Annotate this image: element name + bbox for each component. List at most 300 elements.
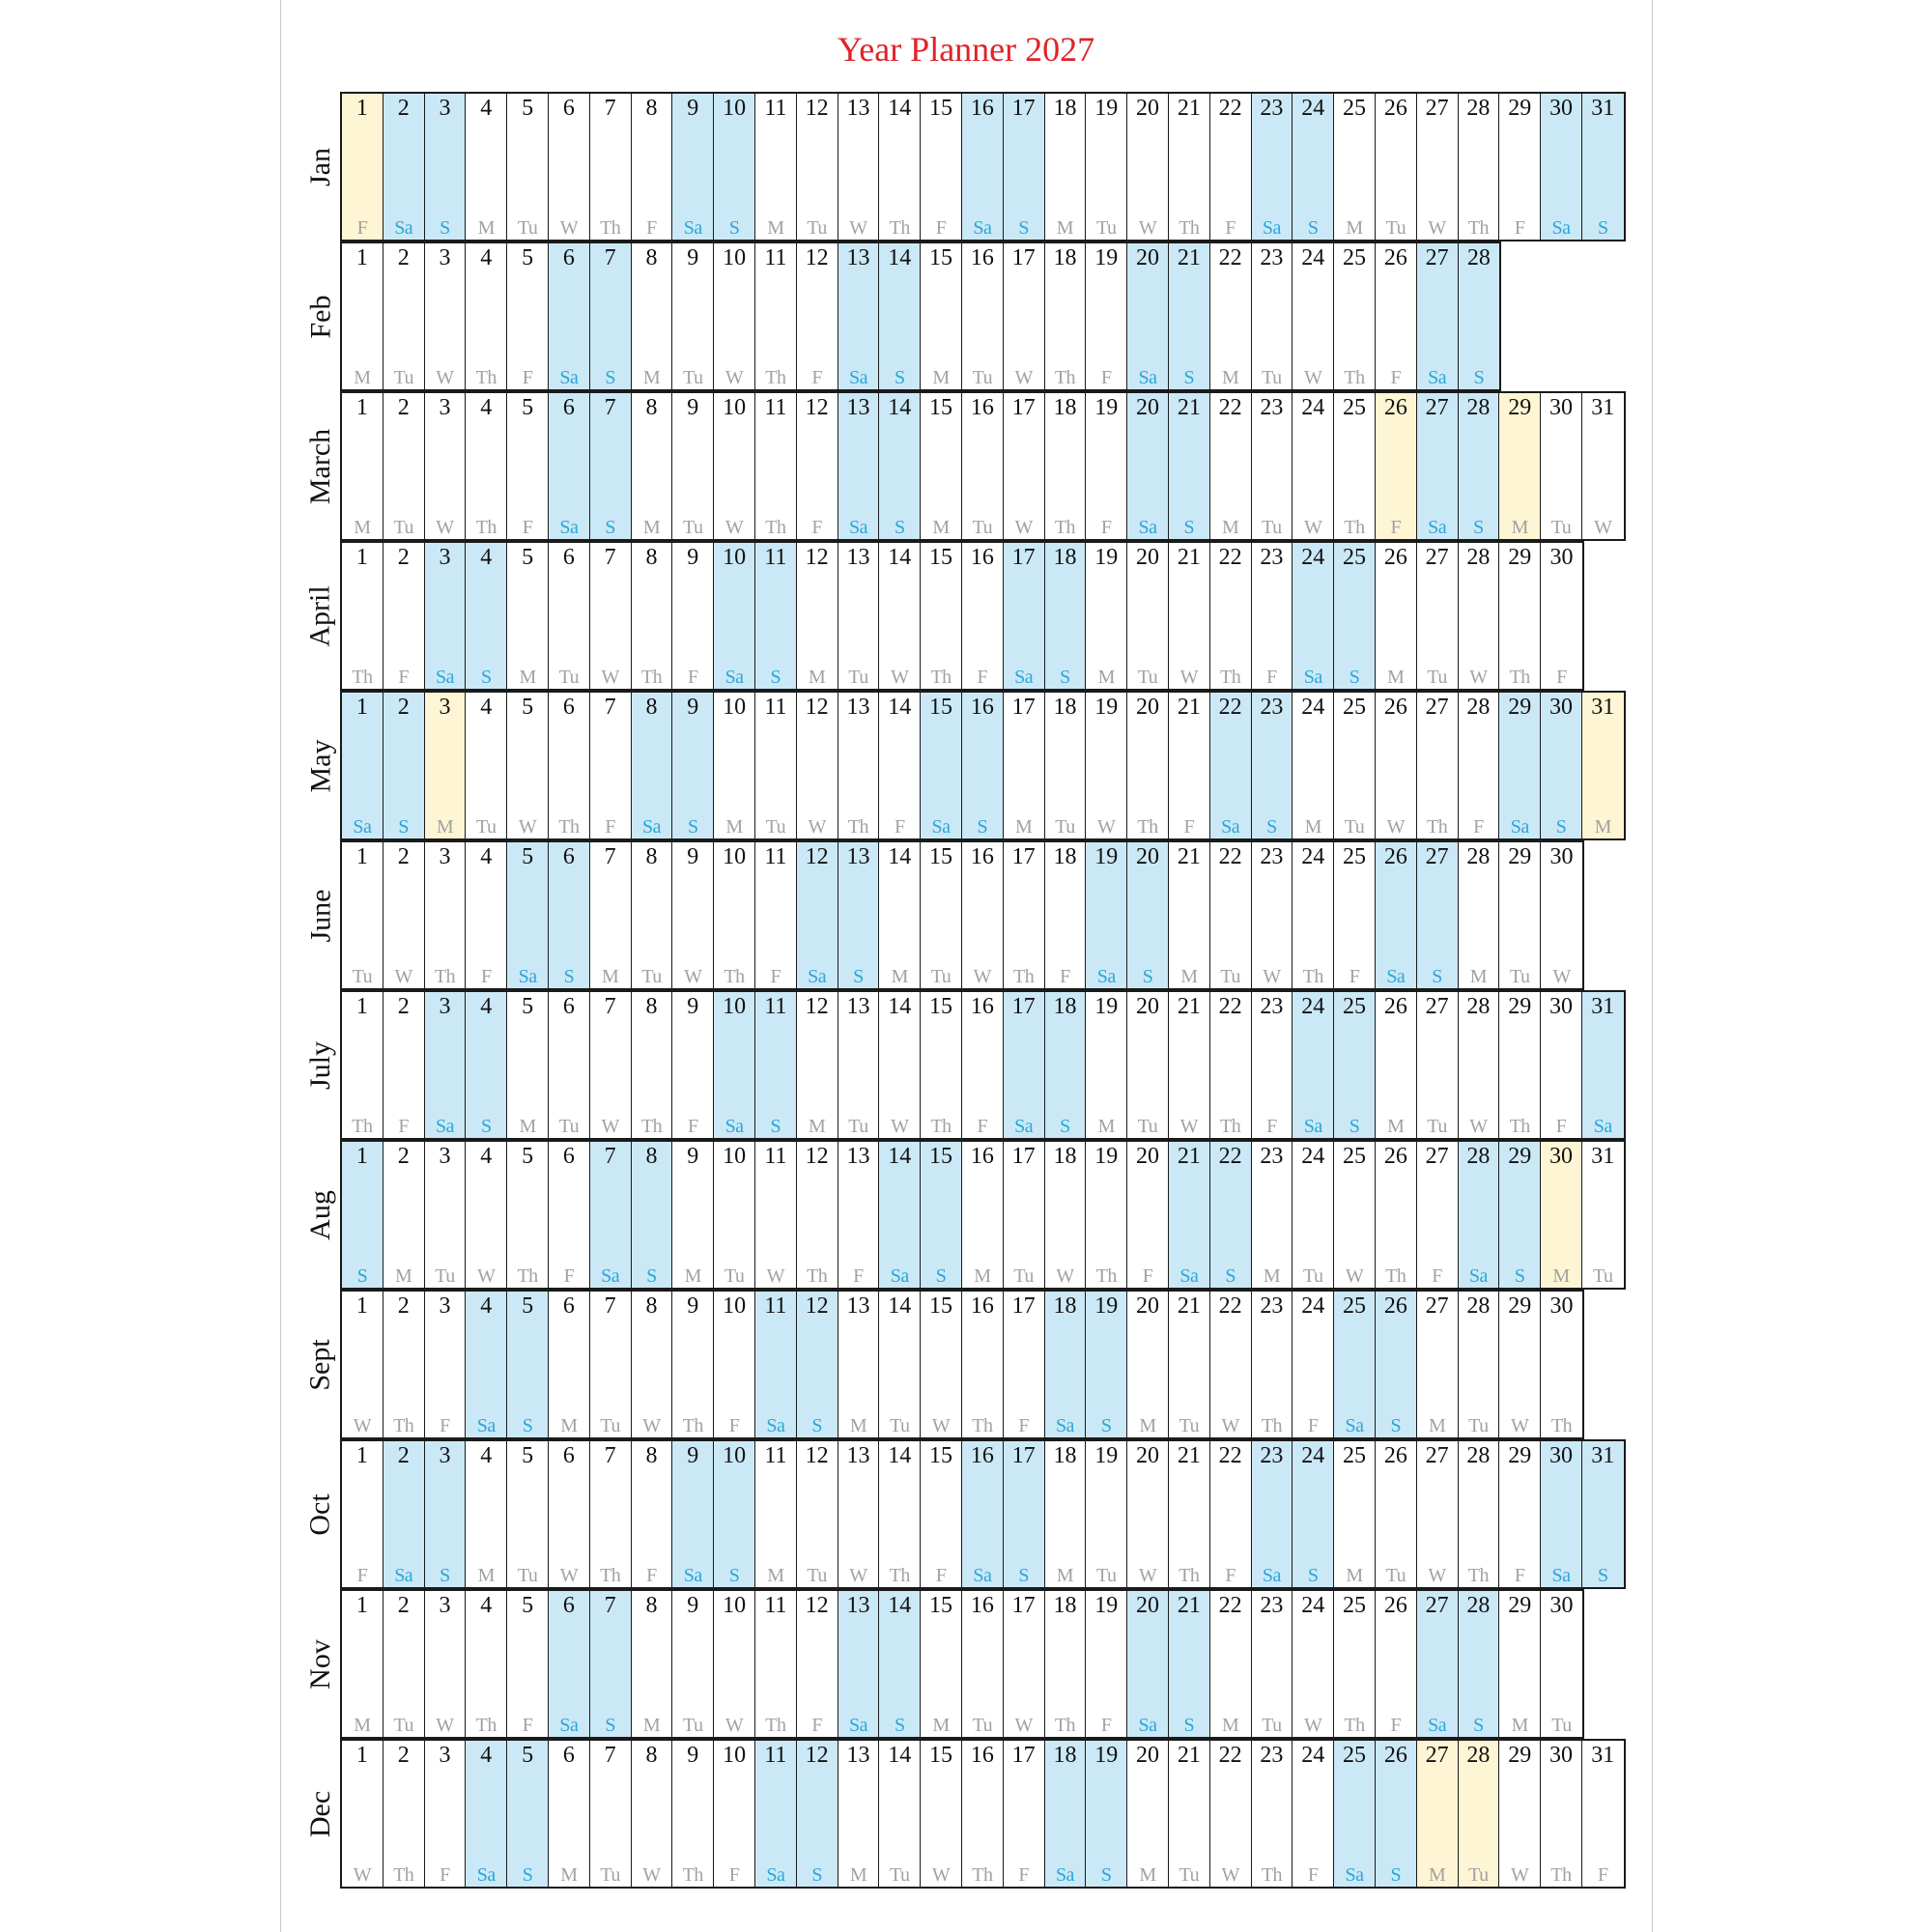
day-cell[interactable]: [962, 543, 1004, 689]
day-cell[interactable]: [590, 1292, 632, 1437]
day-cell[interactable]: [962, 393, 1004, 539]
day-cell[interactable]: [1334, 543, 1376, 689]
day-cell[interactable]: [755, 1441, 797, 1587]
day-cell[interactable]: [1127, 543, 1169, 689]
day-cell[interactable]: [1459, 1741, 1500, 1887]
day-cell[interactable]: [1334, 1142, 1376, 1288]
day-cell[interactable]: [672, 393, 714, 539]
day-cell[interactable]: [1417, 1741, 1459, 1887]
day-cell[interactable]: [714, 1741, 755, 1887]
day-cell[interactable]: [1004, 393, 1045, 539]
day-cell[interactable]: [1004, 992, 1045, 1138]
day-cell[interactable]: [879, 1441, 921, 1587]
day-cell[interactable]: [1169, 992, 1210, 1138]
day-cell[interactable]: [1252, 543, 1293, 689]
day-cell[interactable]: [755, 1142, 797, 1288]
day-cell[interactable]: [1252, 243, 1293, 389]
day-cell[interactable]: [1210, 543, 1252, 689]
day-cell[interactable]: [384, 842, 425, 988]
day-cell[interactable]: [797, 393, 838, 539]
day-cell[interactable]: [632, 1441, 673, 1587]
day-cell[interactable]: [797, 1441, 838, 1587]
day-cell[interactable]: [425, 94, 467, 240]
day-cell[interactable]: [797, 842, 838, 988]
day-cell[interactable]: [1127, 243, 1169, 389]
day-cell[interactable]: [342, 94, 384, 240]
day-cell[interactable]: [1499, 1741, 1541, 1887]
day-cell[interactable]: [1417, 1591, 1459, 1737]
day-cell[interactable]: [1376, 1591, 1417, 1737]
day-cell[interactable]: [590, 842, 632, 988]
day-cell[interactable]: [921, 243, 962, 389]
day-cell[interactable]: [1045, 842, 1087, 988]
day-cell[interactable]: [1582, 693, 1624, 838]
day-cell[interactable]: [590, 243, 632, 389]
day-cell[interactable]: [1417, 1292, 1459, 1437]
day-cell[interactable]: [838, 1292, 880, 1437]
day-cell[interactable]: [921, 992, 962, 1138]
day-cell[interactable]: [879, 842, 921, 988]
day-cell[interactable]: [1334, 1441, 1376, 1587]
day-cell[interactable]: [342, 543, 384, 689]
day-cell[interactable]: [466, 842, 507, 988]
day-cell[interactable]: [1086, 842, 1127, 988]
day-cell[interactable]: [632, 1591, 673, 1737]
day-cell[interactable]: [1169, 1441, 1210, 1587]
day-cell[interactable]: [672, 1741, 714, 1887]
day-cell[interactable]: [1293, 1142, 1334, 1288]
day-cell[interactable]: [507, 1441, 549, 1587]
day-cell[interactable]: [714, 1591, 755, 1737]
day-cell[interactable]: [1127, 842, 1169, 988]
day-cell[interactable]: [1210, 1591, 1252, 1737]
day-cell[interactable]: [838, 842, 880, 988]
day-cell[interactable]: [1210, 1441, 1252, 1587]
day-cell[interactable]: [1499, 1142, 1541, 1288]
day-cell[interactable]: [1417, 543, 1459, 689]
day-cell[interactable]: [632, 1142, 673, 1288]
day-cell[interactable]: [342, 992, 384, 1138]
day-cell[interactable]: [1417, 94, 1459, 240]
day-cell[interactable]: [1541, 842, 1582, 988]
day-cell[interactable]: [590, 94, 632, 240]
day-cell[interactable]: [1334, 393, 1376, 539]
day-cell[interactable]: [1376, 1441, 1417, 1587]
day-cell[interactable]: [1169, 1741, 1210, 1887]
day-cell[interactable]: [714, 1292, 755, 1437]
day-cell[interactable]: [1127, 1591, 1169, 1737]
day-cell[interactable]: [1376, 992, 1417, 1138]
day-cell[interactable]: [507, 1741, 549, 1887]
day-cell[interactable]: [466, 1292, 507, 1437]
day-cell[interactable]: [838, 1441, 880, 1587]
day-cell[interactable]: [425, 1441, 467, 1587]
day-cell[interactable]: [632, 842, 673, 988]
day-cell[interactable]: [838, 393, 880, 539]
day-cell[interactable]: [1086, 543, 1127, 689]
day-cell[interactable]: [1252, 1142, 1293, 1288]
day-cell[interactable]: [425, 1292, 467, 1437]
day-cell[interactable]: [549, 1142, 590, 1288]
day-cell[interactable]: [1499, 1591, 1541, 1737]
day-cell[interactable]: [384, 1741, 425, 1887]
day-cell[interactable]: [714, 992, 755, 1138]
day-cell[interactable]: [342, 1591, 384, 1737]
day-cell[interactable]: [466, 693, 507, 838]
day-cell[interactable]: [1293, 1591, 1334, 1737]
day-cell[interactable]: [962, 693, 1004, 838]
day-cell[interactable]: [466, 1591, 507, 1737]
day-cell[interactable]: [962, 1741, 1004, 1887]
day-cell[interactable]: [1293, 693, 1334, 838]
day-cell[interactable]: [425, 1741, 467, 1887]
day-cell[interactable]: [507, 94, 549, 240]
day-cell[interactable]: [672, 94, 714, 240]
day-cell[interactable]: [1210, 1741, 1252, 1887]
day-cell[interactable]: [879, 393, 921, 539]
day-cell[interactable]: [1541, 693, 1582, 838]
day-cell[interactable]: [755, 693, 797, 838]
day-cell[interactable]: [466, 1441, 507, 1587]
day-cell[interactable]: [962, 243, 1004, 389]
day-cell[interactable]: [425, 992, 467, 1138]
day-cell[interactable]: [1293, 842, 1334, 988]
day-cell[interactable]: [797, 543, 838, 689]
day-cell[interactable]: [1417, 842, 1459, 988]
day-cell[interactable]: [425, 393, 467, 539]
day-cell[interactable]: [1004, 94, 1045, 240]
day-cell[interactable]: [590, 1741, 632, 1887]
day-cell[interactable]: [672, 1591, 714, 1737]
day-cell[interactable]: [1293, 992, 1334, 1138]
day-cell[interactable]: [1086, 693, 1127, 838]
day-cell[interactable]: [921, 1142, 962, 1288]
day-cell[interactable]: [549, 842, 590, 988]
day-cell[interactable]: [1169, 243, 1210, 389]
day-cell[interactable]: [549, 1741, 590, 1887]
day-cell[interactable]: [921, 393, 962, 539]
day-cell[interactable]: [1582, 992, 1624, 1138]
day-cell[interactable]: [755, 842, 797, 988]
day-cell[interactable]: [632, 693, 673, 838]
day-cell[interactable]: [1004, 1441, 1045, 1587]
day-cell[interactable]: [672, 1142, 714, 1288]
day-cell[interactable]: [1376, 1142, 1417, 1288]
day-cell[interactable]: [1417, 992, 1459, 1138]
day-cell[interactable]: [962, 1591, 1004, 1737]
day-cell[interactable]: [1169, 1142, 1210, 1288]
day-cell[interactable]: [342, 393, 384, 539]
day-cell[interactable]: [797, 243, 838, 389]
day-cell[interactable]: [590, 1142, 632, 1288]
day-cell[interactable]: [1086, 1292, 1127, 1437]
day-cell[interactable]: [1334, 1591, 1376, 1737]
day-cell[interactable]: [1541, 1741, 1582, 1887]
day-cell[interactable]: [425, 693, 467, 838]
day-cell[interactable]: [632, 1292, 673, 1437]
day-cell[interactable]: [384, 543, 425, 689]
day-cell[interactable]: [1004, 243, 1045, 389]
day-cell[interactable]: [1334, 693, 1376, 838]
day-cell[interactable]: [1417, 243, 1459, 389]
day-cell[interactable]: [1004, 693, 1045, 838]
day-cell[interactable]: [1334, 842, 1376, 988]
day-cell[interactable]: [1210, 1292, 1252, 1437]
day-cell[interactable]: [342, 1441, 384, 1587]
day-cell[interactable]: [425, 1142, 467, 1288]
day-cell[interactable]: [714, 842, 755, 988]
day-cell[interactable]: [755, 393, 797, 539]
day-cell[interactable]: [425, 842, 467, 988]
day-cell[interactable]: [838, 1591, 880, 1737]
day-cell[interactable]: [1252, 94, 1293, 240]
day-cell[interactable]: [1499, 1292, 1541, 1437]
day-cell[interactable]: [1169, 693, 1210, 838]
day-cell[interactable]: [1127, 1292, 1169, 1437]
day-cell[interactable]: [507, 842, 549, 988]
day-cell[interactable]: [1045, 94, 1087, 240]
day-cell[interactable]: [507, 1292, 549, 1437]
day-cell[interactable]: [714, 393, 755, 539]
day-cell[interactable]: [714, 94, 755, 240]
day-cell[interactable]: [838, 693, 880, 838]
day-cell[interactable]: [1252, 1292, 1293, 1437]
day-cell[interactable]: [1499, 1441, 1541, 1587]
day-cell[interactable]: [384, 1591, 425, 1737]
day-cell[interactable]: [797, 94, 838, 240]
day-cell[interactable]: [962, 992, 1004, 1138]
day-cell[interactable]: [632, 1741, 673, 1887]
day-cell[interactable]: [1417, 693, 1459, 838]
day-cell[interactable]: [1127, 992, 1169, 1138]
day-cell[interactable]: [1045, 1441, 1087, 1587]
day-cell[interactable]: [1499, 393, 1541, 539]
day-cell[interactable]: [1045, 243, 1087, 389]
day-cell[interactable]: [466, 94, 507, 240]
day-cell[interactable]: [962, 1441, 1004, 1587]
day-cell[interactable]: [549, 1441, 590, 1587]
day-cell[interactable]: [1459, 1441, 1500, 1587]
day-cell[interactable]: [838, 94, 880, 240]
day-cell[interactable]: [507, 243, 549, 389]
day-cell[interactable]: [1459, 243, 1500, 389]
day-cell[interactable]: [549, 543, 590, 689]
day-cell[interactable]: [1499, 693, 1541, 838]
day-cell[interactable]: [1004, 842, 1045, 988]
day-cell[interactable]: [590, 1441, 632, 1587]
day-cell[interactable]: [1169, 94, 1210, 240]
day-cell[interactable]: [342, 1292, 384, 1437]
day-cell[interactable]: [1582, 393, 1624, 539]
day-cell[interactable]: [1004, 1741, 1045, 1887]
day-cell[interactable]: [1334, 94, 1376, 240]
day-cell[interactable]: [1459, 842, 1500, 988]
day-cell[interactable]: [672, 243, 714, 389]
day-cell[interactable]: [797, 693, 838, 838]
day-cell[interactable]: [590, 393, 632, 539]
day-cell[interactable]: [590, 543, 632, 689]
day-cell[interactable]: [1252, 992, 1293, 1138]
day-cell[interactable]: [1252, 1591, 1293, 1737]
day-cell[interactable]: [921, 94, 962, 240]
day-cell[interactable]: [672, 693, 714, 838]
day-cell[interactable]: [1293, 94, 1334, 240]
day-cell[interactable]: [425, 243, 467, 389]
day-cell[interactable]: [1252, 1441, 1293, 1587]
day-cell[interactable]: [1086, 243, 1127, 389]
day-cell[interactable]: [549, 393, 590, 539]
day-cell[interactable]: [507, 1142, 549, 1288]
day-cell[interactable]: [879, 1591, 921, 1737]
day-cell[interactable]: [1169, 842, 1210, 988]
day-cell[interactable]: [507, 1591, 549, 1737]
day-cell[interactable]: [1086, 94, 1127, 240]
day-cell[interactable]: [1045, 1292, 1087, 1437]
day-cell[interactable]: [1127, 393, 1169, 539]
day-cell[interactable]: [590, 1591, 632, 1737]
day-cell[interactable]: [1459, 393, 1500, 539]
day-cell[interactable]: [1376, 94, 1417, 240]
day-cell[interactable]: [384, 1292, 425, 1437]
day-cell[interactable]: [838, 243, 880, 389]
day-cell[interactable]: [838, 543, 880, 689]
day-cell[interactable]: [1541, 1591, 1582, 1737]
day-cell[interactable]: [714, 243, 755, 389]
day-cell[interactable]: [1045, 693, 1087, 838]
day-cell[interactable]: [1004, 1142, 1045, 1288]
day-cell[interactable]: [962, 842, 1004, 988]
day-cell[interactable]: [1045, 1142, 1087, 1288]
day-cell[interactable]: [962, 1142, 1004, 1288]
day-cell[interactable]: [1376, 1292, 1417, 1437]
day-cell[interactable]: [838, 992, 880, 1138]
day-cell[interactable]: [384, 1142, 425, 1288]
day-cell[interactable]: [672, 842, 714, 988]
day-cell[interactable]: [1252, 842, 1293, 988]
day-cell[interactable]: [1086, 1142, 1127, 1288]
day-cell[interactable]: [632, 94, 673, 240]
day-cell[interactable]: [672, 1441, 714, 1587]
day-cell[interactable]: [466, 393, 507, 539]
day-cell[interactable]: [466, 992, 507, 1138]
day-cell[interactable]: [1541, 543, 1582, 689]
day-cell[interactable]: [384, 94, 425, 240]
day-cell[interactable]: [921, 1292, 962, 1437]
day-cell[interactable]: [1210, 842, 1252, 988]
day-cell[interactable]: [755, 1741, 797, 1887]
day-cell[interactable]: [1210, 992, 1252, 1138]
day-cell[interactable]: [384, 1441, 425, 1587]
day-cell[interactable]: [1086, 992, 1127, 1138]
day-cell[interactable]: [1045, 393, 1087, 539]
day-cell[interactable]: [590, 693, 632, 838]
day-cell[interactable]: [755, 543, 797, 689]
day-cell[interactable]: [755, 94, 797, 240]
day-cell[interactable]: [1210, 243, 1252, 389]
day-cell[interactable]: [879, 543, 921, 689]
day-cell[interactable]: [879, 992, 921, 1138]
day-cell[interactable]: [1459, 693, 1500, 838]
day-cell[interactable]: [1459, 1142, 1500, 1288]
day-cell[interactable]: [1293, 393, 1334, 539]
day-cell[interactable]: [1210, 393, 1252, 539]
day-cell[interactable]: [1127, 94, 1169, 240]
day-cell[interactable]: [1376, 243, 1417, 389]
day-cell[interactable]: [1045, 543, 1087, 689]
day-cell[interactable]: [797, 992, 838, 1138]
day-cell[interactable]: [1210, 1142, 1252, 1288]
day-cell[interactable]: [879, 1741, 921, 1887]
day-cell[interactable]: [1169, 1292, 1210, 1437]
day-cell[interactable]: [838, 1741, 880, 1887]
day-cell[interactable]: [1252, 1741, 1293, 1887]
day-cell[interactable]: [466, 543, 507, 689]
day-cell[interactable]: [1582, 1441, 1624, 1587]
day-cell[interactable]: [342, 693, 384, 838]
day-cell[interactable]: [425, 1591, 467, 1737]
day-cell[interactable]: [1459, 1591, 1500, 1737]
day-cell[interactable]: [921, 842, 962, 988]
day-cell[interactable]: [1459, 543, 1500, 689]
day-cell[interactable]: [962, 1292, 1004, 1437]
day-cell[interactable]: [1417, 393, 1459, 539]
day-cell[interactable]: [714, 693, 755, 838]
day-cell[interactable]: [384, 693, 425, 838]
day-cell[interactable]: [1499, 94, 1541, 240]
day-cell[interactable]: [1376, 393, 1417, 539]
day-cell[interactable]: [1499, 992, 1541, 1138]
day-cell[interactable]: [797, 1292, 838, 1437]
day-cell[interactable]: [549, 693, 590, 838]
day-cell[interactable]: [342, 243, 384, 389]
day-cell[interactable]: [384, 992, 425, 1138]
day-cell[interactable]: [1169, 543, 1210, 689]
day-cell[interactable]: [1334, 1741, 1376, 1887]
day-cell[interactable]: [1334, 1292, 1376, 1437]
day-cell[interactable]: [1582, 94, 1624, 240]
day-cell[interactable]: [632, 543, 673, 689]
day-cell[interactable]: [1004, 1591, 1045, 1737]
day-cell[interactable]: [1582, 1142, 1624, 1288]
day-cell[interactable]: [507, 543, 549, 689]
day-cell[interactable]: [1086, 1591, 1127, 1737]
day-cell[interactable]: [632, 992, 673, 1138]
day-cell[interactable]: [1169, 1591, 1210, 1737]
day-cell[interactable]: [342, 842, 384, 988]
day-cell[interactable]: [1459, 94, 1500, 240]
day-cell[interactable]: [714, 543, 755, 689]
day-cell[interactable]: [672, 1292, 714, 1437]
day-cell[interactable]: [1459, 1292, 1500, 1437]
day-cell[interactable]: [1541, 1142, 1582, 1288]
day-cell[interactable]: [1376, 842, 1417, 988]
day-cell[interactable]: [1376, 1741, 1417, 1887]
day-cell[interactable]: [1541, 1292, 1582, 1437]
day-cell[interactable]: [1293, 1441, 1334, 1587]
day-cell[interactable]: [1210, 94, 1252, 240]
day-cell[interactable]: [714, 1142, 755, 1288]
day-cell[interactable]: [1376, 693, 1417, 838]
day-cell[interactable]: [755, 992, 797, 1138]
day-cell[interactable]: [921, 1591, 962, 1737]
day-cell[interactable]: [507, 393, 549, 539]
day-cell[interactable]: [1541, 1441, 1582, 1587]
day-cell[interactable]: [1127, 1741, 1169, 1887]
day-cell[interactable]: [590, 992, 632, 1138]
day-cell[interactable]: [1127, 693, 1169, 838]
day-cell[interactable]: [549, 243, 590, 389]
day-cell[interactable]: [1004, 1292, 1045, 1437]
